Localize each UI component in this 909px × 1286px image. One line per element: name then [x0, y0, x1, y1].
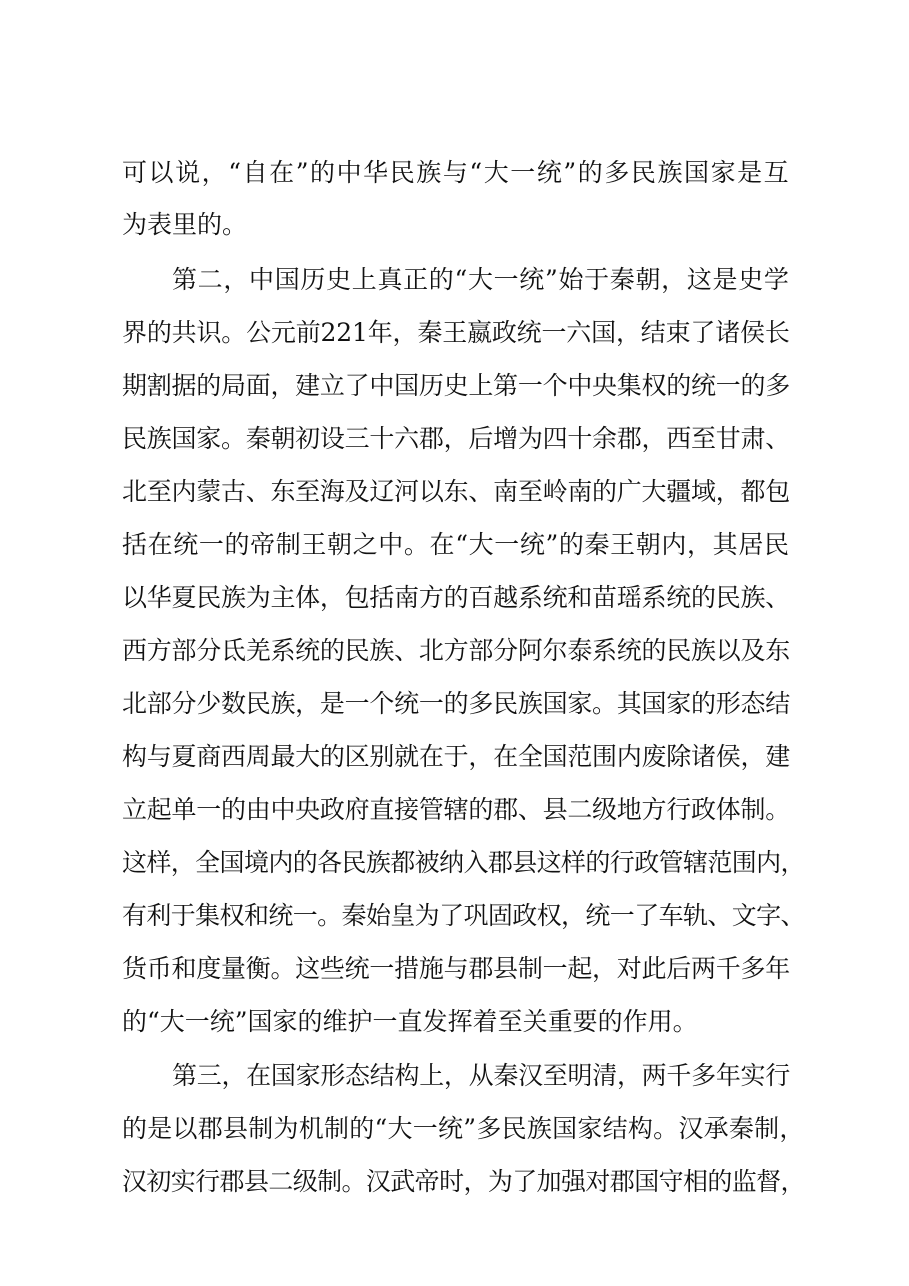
text-line: 第二，中国历史上真正的“大一统”始于秦朝，这是史学 [172, 265, 790, 294]
text-line: 这样，全国境内的各民族都被纳入郡县这样的行政管辖范围内， [122, 848, 805, 877]
text-line: 以华夏民族为主体，包括南方的百越系统和苗瑶系统的民族、 [122, 583, 790, 612]
text-line: 货币和度量衡。这些统一措施与郡县制一起，对此后两千多年 [122, 954, 790, 983]
text-line: 为表里的。 [122, 210, 248, 239]
text-line: 括在统一的帝制王朝之中。在“大一统”的秦王朝内，其居民 [122, 530, 790, 559]
text-line: 期割据的局面，建立了中国历史上第一个中央集权的统一的多 [122, 371, 790, 400]
text-line: 北部分少数民族，是一个统一的多民族国家。其国家的形态结 [122, 689, 790, 718]
text-line: 汉初实行郡县二级制。汉武帝时，为了加强对郡国守相的监督， [122, 1167, 805, 1196]
text-line: 可以说，“自在”的中华民族与“大一统”的多民族国家是互 [122, 158, 791, 187]
text-line: 立起单一的由中央政府直接管辖的郡、县二级地方行政体制。 [122, 795, 790, 824]
text-line: 的“大一统”国家的维护一直发挥着至关重要的作用。 [122, 1007, 698, 1036]
text-line: 的是以郡县制为机制的“大一统”多民族国家结构。汉承秦制， [122, 1114, 805, 1143]
text-line: 第三，在国家形态结构上，从秦汉至明清，两千多年实行 [172, 1061, 791, 1090]
text-line: 有利于集权和统一。秦始皇为了巩固政权，统一了车轨、文字、 [122, 901, 805, 930]
text-line: 北至内蒙古、东至海及辽河以东、南至岭南的广大疆域，都包 [122, 477, 790, 506]
text-line: 构与夏商西周最大的区别就在于，在全国范围内废除诸侯，建 [122, 742, 790, 771]
text-line: 民族国家。秦朝初设三十六郡，后增为四十余郡，西至甘肃、 [122, 424, 790, 453]
text-line: 西方部分氐羌系统的民族、北方部分阿尔泰系统的民族以及东 [122, 636, 790, 665]
text-line: 界的共识。公元前221年，秦王嬴政统一六国，结束了诸侯长 [122, 318, 790, 347]
